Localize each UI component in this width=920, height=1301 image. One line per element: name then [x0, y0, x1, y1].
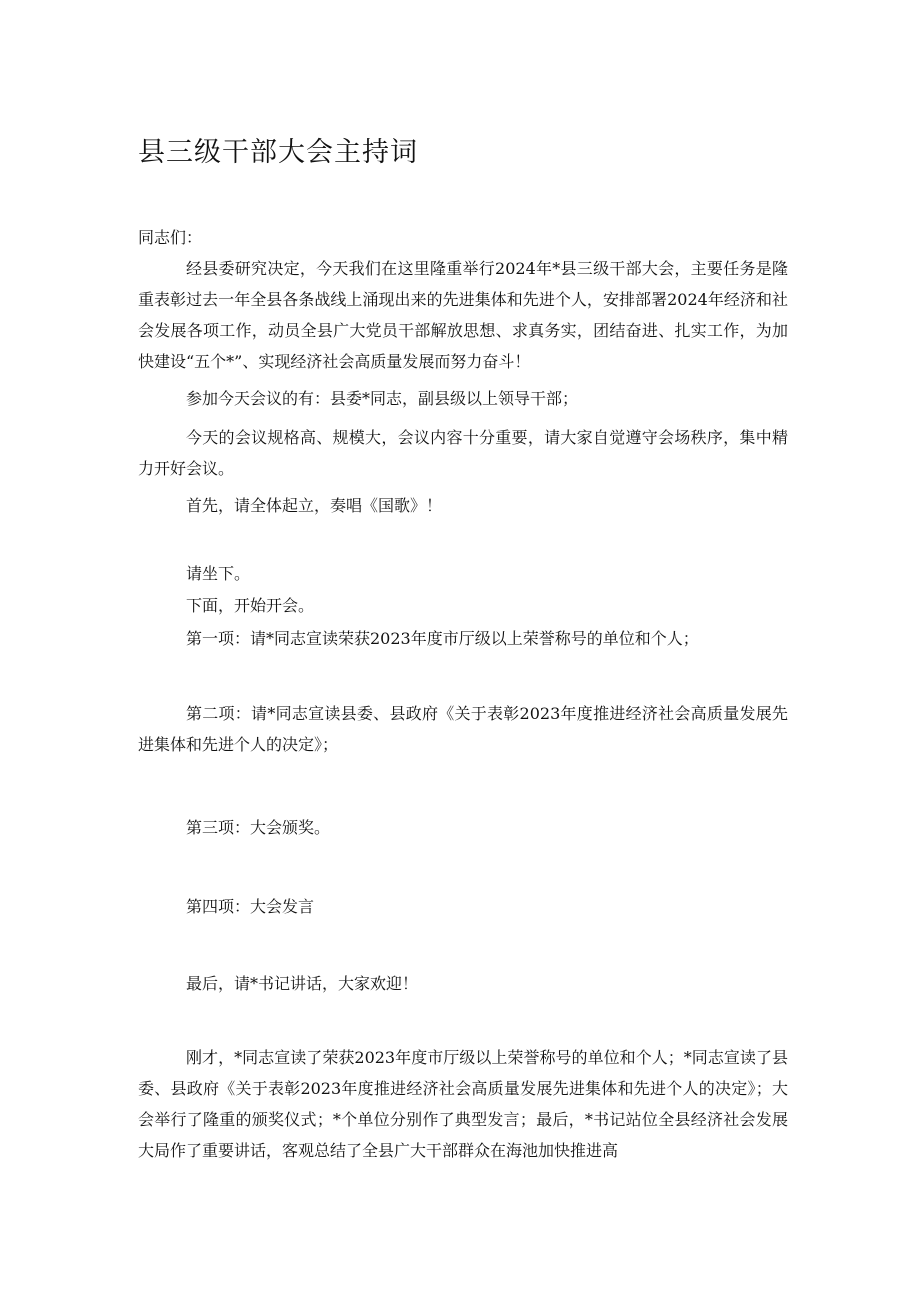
discipline-paragraph: 今天的会议规格高、规模大，会议内容十分重要，请大家自觉遵守会场秩序，集中精力开好会议。	[138, 428, 788, 478]
start-paragraph: 下面，开始开会。	[186, 596, 315, 615]
intro-paragraph: 经县委研究决定，今天我们在这里隆重举行2024年*县三级干部大会，主要任务是隆重表彰过去一年全县各条战线上涌现出来的先进集体和先进个人，安排部署2024年经济和社会发展各项工作，动员全县广大党员干部解放思想、求真务实，团结奋进、扎实工作，为加快建设“五个*”、实现经济社会高质量发展而努力奋斗！	[138, 259, 788, 371]
item3-paragraph: 第三项：大会颁奖。	[186, 818, 331, 837]
salutation: 同志们：	[138, 228, 203, 247]
item4-paragraph: 第四项：大会发言	[186, 897, 315, 916]
item1-paragraph: 第一项：请*同志宣读荣获2023年度市厅级以上荣誉称号的单位和个人；	[186, 629, 699, 648]
document-title: 县三级干部大会主持词	[138, 137, 418, 168]
anthem-paragraph: 首先，请全体起立，奏唱《国歌》！	[186, 496, 443, 515]
attendees-paragraph: 参加今天会议的有：县委*同志，副县级以上领导干部；	[186, 389, 579, 408]
finally-paragraph: 最后，请*书记讲话，大家欢迎！	[186, 974, 419, 993]
summary-paragraph: 刚才，*同志宣读了荣获2023年度市厅级以上荣誉称号的单位和个人；*同志宣读了县委、县政府《关于表彰2023年度推进经济社会高质量发展先进集体和先进个人的决定》；大会举行了隆重的颁奖仪式；*个单位分别作了典型发言；最后，*书记站位全县经济社会发展大局作了重要讲话，客观总结了全县广大干部群众在海池加快推进高	[138, 1048, 788, 1160]
sit-paragraph: 请坐下。	[186, 564, 251, 583]
item2-paragraph: 第二项：请*同志宣读县委、县政府《关于表彰2023年度推进经济社会高质量发展先进集体和先进个人的决定》；	[138, 704, 788, 754]
